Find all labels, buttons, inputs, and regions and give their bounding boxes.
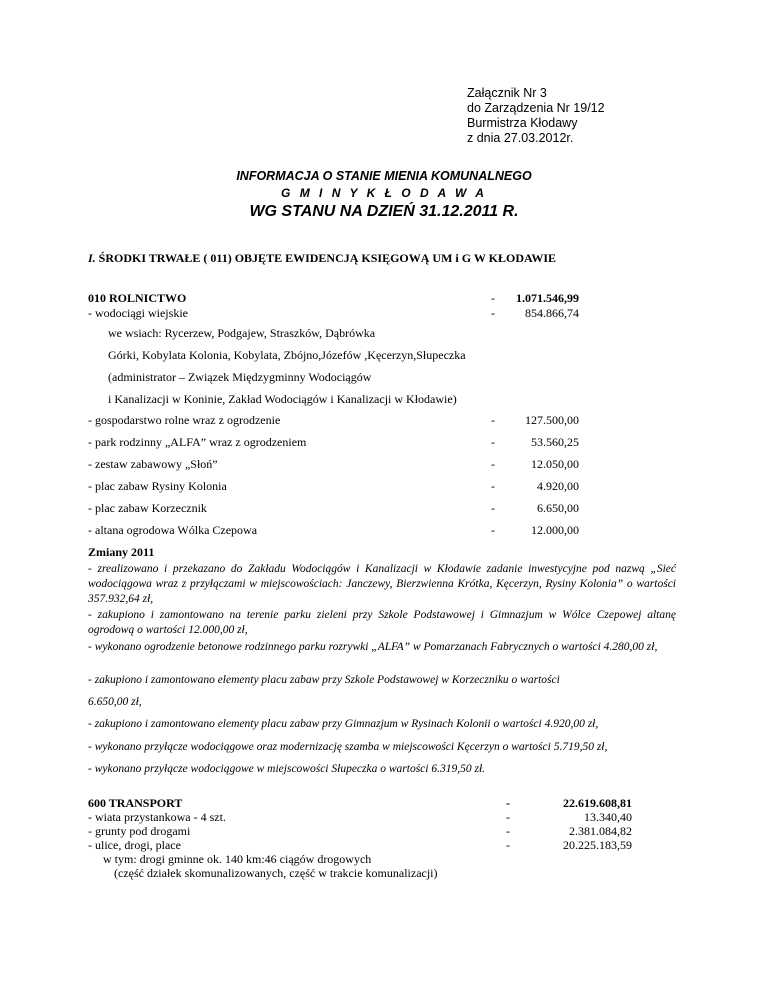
item-dash: -: [491, 413, 495, 427]
rolnictwo-total: 1.071.546,99: [516, 291, 579, 305]
item-dash: -: [506, 824, 510, 838]
note-line: i Kanalizacji w Koninie, Zakład Wodociągów i Kanalizacji w Kłodawie): [108, 392, 457, 406]
item-amount: 13.340,40: [584, 810, 632, 824]
document-date-title: WG STANU NA DZIEŃ 31.12.2011 R.: [249, 203, 519, 220]
item-dash: -: [506, 810, 510, 824]
section-number: I.: [88, 251, 96, 265]
section-heading: [88, 251, 556, 266]
item-label: - zestaw zabawowy „Słoń”: [88, 457, 218, 471]
item-amount: 6.650,00: [537, 501, 579, 515]
note-line: we wsiach: Rycerzew, Podgajew, Straszków, Dąbrówka: [108, 326, 376, 340]
annex-line: z dnia 27.03.2012r.: [467, 131, 574, 145]
note-line: w tym: drogi gminne ok. 140 km:46 ciągów drogowych: [103, 852, 372, 866]
item-dash: -: [491, 435, 495, 449]
transport-dash: -: [506, 796, 510, 810]
item-label: - altana ogrodowa Wólka Czepowa: [88, 523, 258, 537]
change-paragraph: - wykonano przyłącze wodociągowe oraz modernizację szamba w miejscowości Kęcerzyn o wartości 5.719,50 zł,: [88, 741, 608, 753]
change-paragraph: - wykonano ogrodzenie betonowe rodzinnego parku rozrywki „ALFA” w Pomarzanach Fabrycznych o wartości 4.280,00 zł,: [88, 641, 658, 653]
change-paragraph: - wykonano przyłącze wodociągowe w miejscowości Słupeczka o wartości 6.319,50 zł.: [88, 763, 486, 775]
change-paragraph: 6.650,00 zł,: [88, 696, 142, 708]
item-dash: -: [491, 457, 495, 471]
item-dash: -: [491, 306, 495, 320]
note-line: (administrator – Związek Międzygminny Wodociągów: [108, 370, 372, 384]
document-title: INFORMACJA O STANIE MIENIA KOMUNALNEGO: [236, 169, 532, 183]
note-line: Górki, Kobylata Kolonia, Kobylata, Zbójno,Józefów ,Kęcerzyn,Słupeczka: [108, 348, 466, 362]
item-label: - park rodzinny „ALFA” wraz z ogrodzeniem: [88, 435, 307, 449]
item-label: - wiata przystankowa - 4 szt.: [88, 810, 226, 824]
document-subtitle: G M I N Y K Ł O D A W A: [281, 186, 487, 200]
item-label: - grunty pod drogami: [88, 824, 191, 838]
rolnictwo-heading: 010 ROLNICTWO: [88, 291, 187, 305]
item-amount: 2.381.084,82: [569, 824, 632, 838]
item-amount: 12.050,00: [531, 457, 579, 471]
change-paragraph: - zrealizowano i przekazano do Zakładu Wodociągów i Kanalizacji w Kłodawie zadanie inwestycyjne pod nazwą „Sieć wodociągowa wraz z przyłączami w miejscowościach: Janczewy, Bierzwienna Krótka, Kęcerzyn, Rysiny Kolonia” o wartości 357.932,64 zł,: [88, 563, 676, 605]
item-amount: 854.866,74: [525, 306, 579, 320]
item-dash: -: [491, 479, 495, 493]
item-label: - ulice, drogi, place: [88, 838, 181, 852]
item-amount: 53.560,25: [531, 435, 579, 449]
item-label: - gospodarstwo rolne wraz z ogrodzenie: [88, 413, 281, 427]
item-label: - plac zabaw Rysiny Kolonia: [88, 479, 227, 493]
change-paragraph: - zakupiono i zamontowano na terenie parku zieleni przy Szkole Podstawowej i Gimnazjum w Wólce Czepowej altanę ogrodową o wartości 12.000,00 zł,: [88, 609, 676, 636]
item-label: - wodociągi wiejskie: [88, 306, 188, 320]
item-dash: -: [506, 838, 510, 852]
annex-line: do Zarządzenia Nr 19/12: [467, 101, 605, 115]
annex-line: Załącznik Nr 3: [467, 86, 547, 100]
rolnictwo-dash: -: [491, 291, 495, 305]
transport-heading: 600 TRANSPORT: [88, 796, 183, 810]
changes-heading: Zmiany 2011: [88, 545, 155, 559]
change-paragraph: - zakupiono i zamontowano elementy placu zabaw przy Gimnazjum w Rysinach Kolonii o wartości 4.920,00 zł,: [88, 718, 599, 730]
note-line: (część działek skomunalizowanych, część w trakcie komunalizacji): [114, 866, 438, 880]
section-title: ŚRODKI TRWAŁE ( 011) OBJĘTE EWIDENCJĄ KSIĘGOWĄ UM i G W KŁODAWIE: [95, 251, 557, 265]
item-amount: 20.225.183,59: [563, 838, 632, 852]
item-dash: -: [491, 501, 495, 515]
item-amount: 12.000,00: [531, 523, 579, 537]
annex-line: Burmistrza Kłodawy: [467, 116, 578, 130]
transport-total: 22.619.608,81: [563, 796, 632, 810]
item-dash: -: [491, 523, 495, 537]
item-amount: 4.920,00: [537, 479, 579, 493]
change-paragraph: - zakupiono i zamontowano elementy placu zabaw przy Szkole Podstawowej w Korzeczniku o wartości: [88, 674, 560, 686]
annex-block: [467, 86, 605, 146]
item-label: - plac zabaw Korzecznik: [88, 501, 207, 515]
item-amount: 127.500,00: [525, 413, 579, 427]
